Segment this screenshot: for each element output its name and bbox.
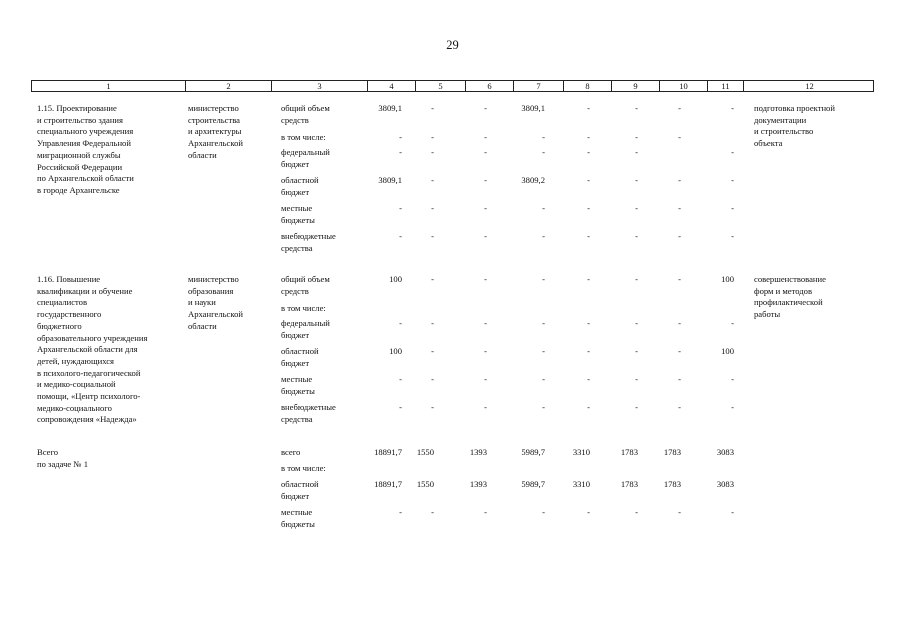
r115-value: -	[678, 203, 681, 213]
r115-source-label-line: областной	[281, 175, 319, 185]
r116-value: -	[587, 274, 590, 284]
header-col-3: 3	[272, 81, 368, 91]
total-value: 1783	[620, 447, 638, 457]
r115-result-line: подготовка проектной	[754, 103, 835, 113]
r115-value: -	[542, 147, 545, 157]
r116-name-line: в психолого-педагогической	[37, 367, 141, 378]
r115-result-line: и строительство	[754, 126, 814, 137]
r115-value: -	[399, 147, 402, 157]
r115-value: -	[635, 147, 638, 157]
r115-value: -	[431, 175, 434, 185]
r116-name-line: медико-социального	[37, 402, 112, 413]
r116-source-label-line: бюджеты	[281, 385, 315, 396]
r116-value: -	[399, 402, 402, 412]
total-value: 3310	[572, 479, 590, 489]
r116-value: -	[635, 402, 638, 412]
r115-source-label-line: внебюджетные	[281, 231, 336, 241]
r116-source-label-line: бюджет	[281, 357, 310, 368]
r116-value: -	[484, 274, 487, 284]
r115-source-label-line: средств	[281, 114, 309, 125]
r115-value: -	[731, 103, 734, 113]
r116-executor-line: и науки	[188, 297, 216, 308]
r115-source-label-line: бюджеты	[281, 214, 315, 225]
r115-value: -	[399, 203, 402, 213]
r115-value: -	[678, 103, 681, 113]
r116-value: -	[678, 318, 681, 328]
r115-executor-line: министерство	[188, 103, 239, 113]
r116-value: -	[587, 318, 590, 328]
r115-value: -	[731, 203, 734, 213]
r115-source-label-line: в том числе:	[281, 132, 326, 142]
total-value: 18891,7	[374, 447, 402, 457]
r116-value: 100	[389, 346, 402, 356]
r115-result-line: документации	[754, 114, 807, 125]
r115-result-line: объекта	[754, 138, 783, 149]
page-number: 29	[446, 38, 459, 52]
total-source-label-line: бюджет	[281, 490, 310, 501]
r116-value: -	[431, 402, 434, 412]
r115-value: 3809,1	[521, 103, 545, 113]
header-col-1: 1	[32, 81, 186, 91]
r116-value: -	[484, 374, 487, 384]
r116-value: -	[431, 318, 434, 328]
r116-name-line: Архангельской области для	[37, 344, 138, 355]
r115-value: -	[431, 147, 434, 157]
r116-source-label-line: средств	[281, 285, 309, 296]
r116-name-line: помощи, «Центр психолого-	[37, 391, 141, 401]
r116-name-line: квалификации и обучение	[37, 285, 133, 296]
header-col-5: 5	[416, 81, 466, 91]
total-source-label-line: местные	[281, 507, 313, 517]
r115-value: -	[484, 203, 487, 213]
total-value: -	[587, 507, 590, 517]
r116-value: -	[678, 402, 681, 412]
r115-value: -	[587, 175, 590, 185]
r115-value: -	[587, 147, 590, 157]
r115-source-label-line: средства	[281, 242, 313, 253]
r116-name-line: образовательного учреждения	[37, 332, 148, 343]
total-value: 1550	[416, 447, 434, 457]
total-name-line: по задаче № 1	[37, 458, 89, 469]
r115-value: 3809,2	[521, 175, 545, 185]
r115-value: -	[542, 132, 545, 142]
r115-value: -	[635, 203, 638, 213]
r116-value: -	[542, 346, 545, 356]
r115-value: -	[431, 103, 434, 113]
r115-source-label-line: бюджет	[281, 158, 310, 169]
r116-value: -	[678, 346, 681, 356]
r115-value: -	[635, 103, 638, 113]
r116-source-label-line: областной	[281, 346, 319, 356]
r116-source-label-line: средства	[281, 413, 313, 424]
total-value: 18891,7	[374, 479, 402, 489]
r116-value: -	[399, 374, 402, 384]
r116-name-line: сопровождения «Надежда»	[37, 414, 137, 425]
r115-value: -	[399, 231, 402, 241]
r116-value: -	[542, 402, 545, 412]
r116-source-label-line: местные	[281, 374, 313, 384]
r115-value: -	[484, 231, 487, 241]
r115-value: -	[484, 147, 487, 157]
r116-value: -	[484, 346, 487, 356]
r115-value: -	[731, 175, 734, 185]
r115-value: -	[678, 231, 681, 241]
header-col-7: 7	[514, 81, 564, 91]
total-value: 5989,7	[521, 447, 545, 457]
r116-value: -	[635, 274, 638, 284]
r116-value: -	[431, 274, 434, 284]
r116-name-line: государственного	[37, 309, 102, 320]
r116-source-label-line: федеральный	[281, 318, 330, 328]
r116-value: -	[635, 374, 638, 384]
r115-value: -	[587, 132, 590, 142]
header-col-10: 10	[660, 81, 708, 91]
r115-value: -	[678, 175, 681, 185]
r116-value: -	[587, 346, 590, 356]
total-value: 1393	[469, 479, 487, 489]
r115-executor-line: Архангельской	[188, 138, 243, 149]
r115-value: -	[542, 231, 545, 241]
total-source-label-line: всего	[281, 447, 301, 457]
r116-executor-line: области	[188, 320, 217, 331]
total-source-label-line: областной	[281, 479, 319, 489]
r116-value: 100	[389, 274, 402, 284]
r116-source-label-line: внебюджетные	[281, 402, 336, 412]
r116-source-label-line: общий объем	[281, 274, 330, 284]
total-value: -	[731, 507, 734, 517]
header-col-4: 4	[368, 81, 416, 91]
r115-value: -	[484, 103, 487, 113]
total-value: -	[678, 507, 681, 517]
r116-source-label-line: в том числе:	[281, 303, 326, 313]
total-value: 1783	[663, 447, 681, 457]
r115-value: -	[431, 231, 434, 241]
r116-value: -	[587, 402, 590, 412]
total-value: 3310	[572, 447, 590, 457]
r116-value: -	[542, 274, 545, 284]
r116-result-line: профилактической	[754, 297, 823, 308]
r115-value: -	[635, 132, 638, 142]
r116-name-line: детей, нуждающихся	[37, 355, 115, 366]
r115-name-line: Управления Федеральной	[37, 138, 131, 149]
header-col-11: 11	[708, 81, 744, 91]
r115-name-line: и строительство здания	[37, 114, 123, 125]
r116-value: -	[635, 318, 638, 328]
r115-source-label-line: местные	[281, 203, 313, 213]
total-value: 5989,7	[521, 479, 545, 489]
r115-name-line: миграционной службы	[37, 149, 121, 160]
r115-value: -	[431, 203, 434, 213]
r116-value: -	[731, 374, 734, 384]
r116-value: -	[731, 402, 734, 412]
r115-executor-line: строительства	[188, 114, 240, 125]
r115-value: -	[587, 231, 590, 241]
r115-name-line: Российской Федерации	[37, 161, 123, 172]
r116-executor-line: образования	[188, 285, 234, 296]
total-value: 1550	[416, 479, 434, 489]
r115-name-line: 1.15. Проектирование	[37, 103, 117, 113]
r116-name-line: 1.16. Повышение	[37, 274, 101, 284]
total-value: 1393	[469, 447, 487, 457]
r115-value: -	[431, 132, 434, 142]
r116-executor-line: Архангельской	[188, 309, 243, 320]
r115-name-line: по Архангельской области	[37, 173, 134, 184]
r115-value: -	[678, 132, 681, 142]
total-value: -	[484, 507, 487, 517]
r115-source-label-line: бюджет	[281, 186, 310, 197]
r116-value: -	[484, 318, 487, 328]
header-col-8: 8	[564, 81, 612, 91]
r116-result-line: работы	[754, 309, 781, 320]
r115-value: -	[542, 203, 545, 213]
r115-value: -	[587, 203, 590, 213]
total-value: -	[542, 507, 545, 517]
r115-value: -	[731, 231, 734, 241]
r116-result-line: совершенствование	[754, 274, 826, 284]
r115-value: -	[635, 175, 638, 185]
r116-value: 100	[721, 346, 734, 356]
r116-executor-line: министерство	[188, 274, 239, 284]
r115-executor-line: области	[188, 149, 217, 160]
r115-source-label-line: федеральный	[281, 147, 330, 157]
header-col-2: 2	[186, 81, 272, 91]
r115-value: 3809,1	[378, 175, 402, 185]
r116-name-line: специалистов	[37, 297, 88, 308]
total-value: -	[399, 507, 402, 517]
r116-value: -	[484, 402, 487, 412]
r116-value: -	[542, 318, 545, 328]
r115-name-line: специального учреждения	[37, 126, 134, 137]
r116-value: -	[678, 374, 681, 384]
r115-value: -	[635, 231, 638, 241]
r115-name-line: в городе Архангельске	[37, 184, 120, 195]
total-name-line: Всего	[37, 447, 59, 457]
total-value: 1783	[620, 479, 638, 489]
header-col-9: 9	[612, 81, 660, 91]
r116-source-label-line: бюджет	[281, 329, 310, 340]
r116-value: -	[542, 374, 545, 384]
r115-value: -	[731, 147, 734, 157]
r116-value: -	[399, 318, 402, 328]
r116-value: -	[587, 374, 590, 384]
r116-value: 100	[721, 274, 734, 284]
r116-name-line: бюджетного	[37, 320, 82, 331]
total-value: 3083	[716, 479, 734, 489]
r115-source-label-line: общий объем	[281, 103, 330, 113]
r116-value: -	[678, 274, 681, 284]
r115-executor-line: и архитектуры	[188, 126, 242, 137]
total-value: 1783	[663, 479, 681, 489]
r116-value: -	[731, 318, 734, 328]
header-col-6: 6	[466, 81, 514, 91]
r116-value: -	[431, 374, 434, 384]
total-source-label-line: бюджеты	[281, 518, 315, 529]
r115-value: -	[484, 175, 487, 185]
r115-value: -	[587, 103, 590, 113]
total-value: -	[431, 507, 434, 517]
r116-name-line: и медико-социальной	[37, 379, 116, 390]
header-col-12: 12	[805, 81, 814, 91]
r115-value: -	[484, 132, 487, 142]
table-header	[31, 80, 874, 92]
r116-result-line: форм и методов	[754, 285, 813, 296]
total-value: -	[635, 507, 638, 517]
total-value: 3083	[716, 447, 734, 457]
r115-value: 3809,1	[378, 103, 402, 113]
r116-value: -	[431, 346, 434, 356]
r115-value: -	[399, 132, 402, 142]
r116-value: -	[635, 346, 638, 356]
total-source-label-line: в том числе:	[281, 463, 326, 473]
